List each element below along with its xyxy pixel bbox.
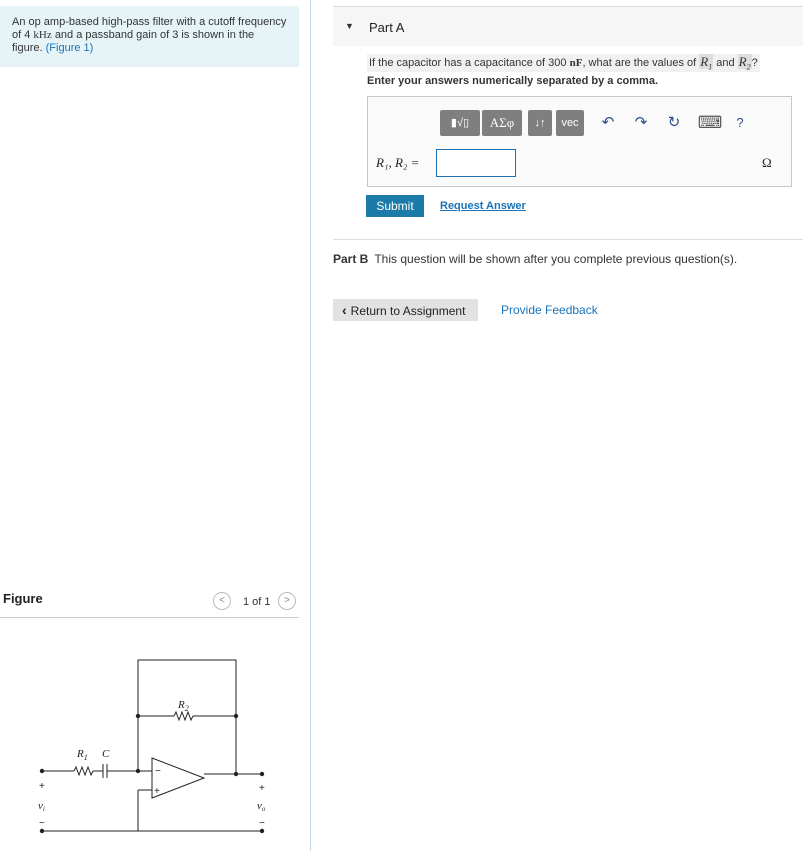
opamp-noninverting: + bbox=[154, 786, 160, 797]
chevron-left-icon: ‹ bbox=[342, 302, 347, 318]
vo-plus: + bbox=[259, 783, 265, 794]
return-label: Return to Assignment bbox=[350, 304, 466, 318]
part-a-title: Part A bbox=[369, 20, 405, 35]
part-b-divider bbox=[333, 239, 803, 240]
r1-label: $R_1$ bbox=[77, 748, 88, 762]
vi-plus: + bbox=[39, 781, 45, 792]
request-answer-link[interactable]: Request Answer bbox=[440, 200, 526, 212]
keyboard-icon[interactable]: ⌨ bbox=[697, 113, 723, 132]
vi-minus: − bbox=[39, 818, 45, 829]
r2-label: $R_2$ bbox=[178, 699, 189, 713]
greek-symbols-button[interactable]: ΑΣφ bbox=[482, 110, 522, 136]
vo-label: vo bbox=[257, 800, 266, 813]
part-b-title: Part B bbox=[333, 252, 369, 266]
vo-minus: − bbox=[259, 818, 265, 829]
r2-symbol: $R_2$ bbox=[738, 54, 751, 72]
reset-icon[interactable]: ↻ bbox=[667, 114, 681, 131]
next-figure-button[interactable]: > bbox=[278, 592, 296, 610]
submit-button[interactable]: Submit bbox=[366, 195, 424, 217]
answer-input[interactable] bbox=[436, 149, 516, 177]
help-icon[interactable]: ? bbox=[736, 115, 744, 130]
c-label: C bbox=[102, 748, 110, 760]
vi-label: vi bbox=[38, 800, 45, 813]
left-panel bbox=[0, 0, 311, 851]
provide-feedback-link[interactable]: Provide Feedback bbox=[501, 303, 598, 317]
problem-text-1: An op amp-based high-pass filter with a cutoff frequency of 4 bbox=[12, 16, 287, 41]
part-b-section bbox=[333, 252, 737, 266]
answer-box bbox=[367, 96, 792, 187]
subscript-superscript-button[interactable]: ↓↑ bbox=[528, 110, 552, 136]
figure-title: Figure bbox=[3, 591, 43, 606]
templates-button[interactable]: ▮√▯ bbox=[440, 110, 480, 136]
r1-symbol: $R_1$ bbox=[700, 54, 713, 72]
frequency-unit: kHz bbox=[33, 29, 52, 41]
unit-label: Ω bbox=[762, 155, 772, 170]
redo-icon[interactable]: ↷ bbox=[634, 114, 648, 131]
figure-link[interactable]: (Figure 1) bbox=[45, 42, 94, 54]
figure-pager: 1 of 1 bbox=[243, 596, 271, 608]
undo-icon[interactable]: ↶ bbox=[601, 114, 615, 131]
question-text: If the capacitor has a capacitance of 300 nF, what are the values of $R_1$ and $R_2$? bbox=[369, 54, 758, 72]
opamp-inverting: − bbox=[155, 766, 161, 777]
collapse-caret-icon[interactable]: ▼ bbox=[345, 21, 354, 31]
figure-divider bbox=[0, 617, 299, 618]
return-to-assignment-button[interactable] bbox=[333, 299, 478, 321]
answer-label: R₁, R₂ = bbox=[376, 155, 420, 170]
capacitance-unit: nF bbox=[569, 57, 583, 69]
vector-button[interactable]: vec bbox=[556, 110, 584, 136]
problem-text-2: and a passband gain of 3 is shown in the figure. bbox=[12, 29, 255, 54]
part-b-text: This question will be shown after you complete previous question(s). bbox=[374, 252, 738, 266]
part-a-header[interactable] bbox=[333, 6, 803, 46]
circuit-diagram bbox=[28, 650, 278, 845]
answer-instruction: Enter your answers numerically separated by a comma. bbox=[367, 75, 659, 87]
prev-figure-button[interactable]: < bbox=[213, 592, 231, 610]
problem-statement bbox=[0, 6, 299, 67]
